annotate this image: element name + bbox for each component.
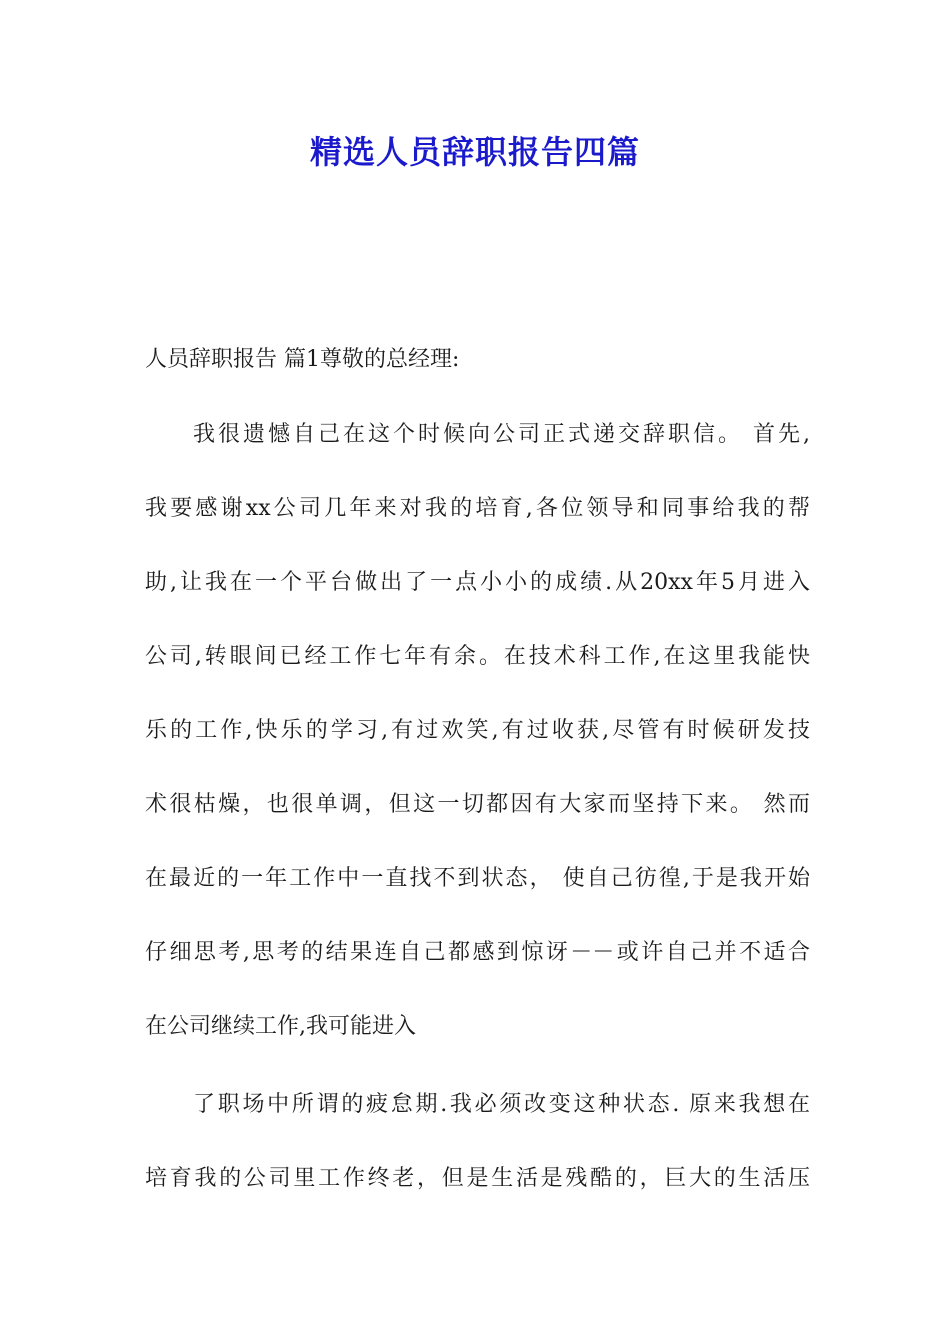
body-line: 在最近的一年工作中一直找不到状态， 使自己彷徨,于是我开始 [145, 866, 810, 891]
body-line: 术很枯燥，也很单调，但这一切都因有大家而坚持下来。 然而 [145, 792, 810, 817]
salutation-line: 人员辞职报告 篇1尊敬的总经理: [145, 347, 460, 372]
body-line: 我要感谢xx公司几年来对我的培育,各位领导和同事给我的帮 [145, 496, 810, 521]
body-line: 了职场中所谓的疲怠期.我必须改变这种状态. 原来我想在 [193, 1092, 810, 1117]
body-line: 在公司继续工作,我可能进入 [145, 1014, 416, 1039]
document-title: 精选人员辞职报告四篇 [309, 133, 640, 171]
body-line: 仔细思考,思考的结果连自己都感到惊讶－－或许自己并不适合 [145, 940, 810, 965]
body-line: 我很遗憾自己在这个时候向公司正式递交辞职信。 首先, [193, 422, 810, 447]
body-line: 公司,转眼间已经工作七年有余。在技术科工作,在这里我能快 [145, 644, 810, 669]
body-line: 乐的工作,快乐的学习,有过欢笑,有过收获,尽管有时候研发技 [145, 718, 810, 743]
body-line: 培育我的公司里工作终老，但是生活是残酷的，巨大的生活压 [145, 1166, 810, 1191]
body-line: 助,让我在一个平台做出了一点小小的成绩.从20xx年5月进入 [145, 570, 810, 595]
